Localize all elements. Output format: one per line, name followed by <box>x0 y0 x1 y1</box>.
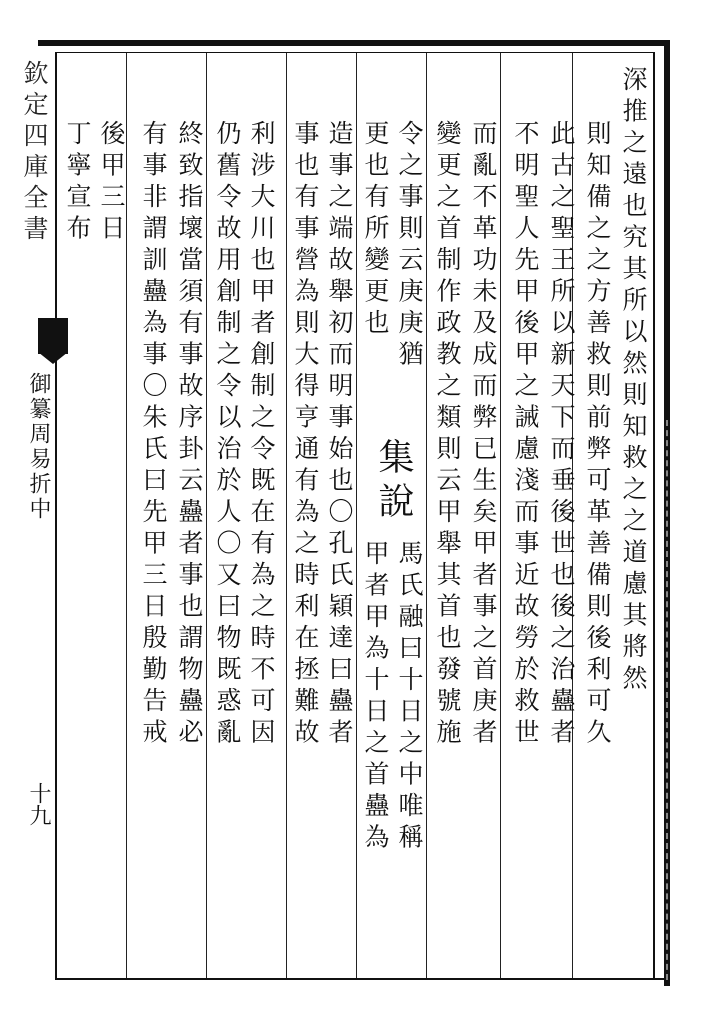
text-column: 而亂不革功未及成而弊已生矣甲者事之首庚者 <box>469 120 498 750</box>
text-column: 丁寧宣布 <box>63 120 92 246</box>
text-column: 終致指壞當須有事故序卦云蠱者事也謂物蠱必 <box>175 120 204 750</box>
column-rule <box>286 53 287 978</box>
text-column: 此古之聖王所以新天下而垂後世也後之治蠱者 <box>547 120 576 750</box>
text-column: 利涉大川也甲者創制之令既在有為之時不可因 <box>247 120 276 750</box>
text-column: 則知備之之方善救則前弊可革善備則後利可久 <box>583 120 612 750</box>
text-column: 有事非謂訓蠱為事〇朱氏曰先甲三日殷勤告戒 <box>139 120 168 750</box>
fishtail-mark <box>38 318 68 354</box>
column-rule <box>206 53 207 978</box>
text-column: 變更之首制作政教之類則云甲舉其首也發號施 <box>433 120 462 750</box>
column-rule <box>426 53 427 978</box>
text-column: 深推之遠也究其所以然則知救之之道慮其將然 <box>619 66 648 696</box>
text-column: 令之事則云庚庚猶 <box>395 120 424 372</box>
text-column: 造事之端故舉初而明事始也〇孔氏穎達曰蠱者 <box>325 120 354 750</box>
text-column: 後甲三日 <box>97 120 126 246</box>
text-column: 馬氏融曰十日之中唯稱 <box>395 540 424 855</box>
column-rule <box>500 53 501 978</box>
text-column: 甲者甲為十日之首蠱為 <box>361 540 390 855</box>
text-column: 更也有所變更也 <box>361 120 390 341</box>
page-frame-bottom-rule <box>55 978 664 980</box>
library-title: 欽定四庫全書 <box>20 60 49 246</box>
book-title: 御纂周易折中 <box>26 372 51 522</box>
section-heading-jishuo: 集說 <box>373 438 414 526</box>
folio-number: 十九 <box>26 782 51 826</box>
page-edge-dots <box>656 420 668 980</box>
fishtail-mark-tail <box>38 352 68 364</box>
column-rule <box>356 53 357 978</box>
text-column: 仍舊令故用創制之令以治於人〇又曰物既惑亂 <box>213 120 242 750</box>
text-column: 不明聖人先甲後甲之誡慮淺而事近故勞於救世 <box>511 120 540 750</box>
text-column: 事也有事營為則大得亨通有為之時利在拯難故 <box>291 120 320 750</box>
